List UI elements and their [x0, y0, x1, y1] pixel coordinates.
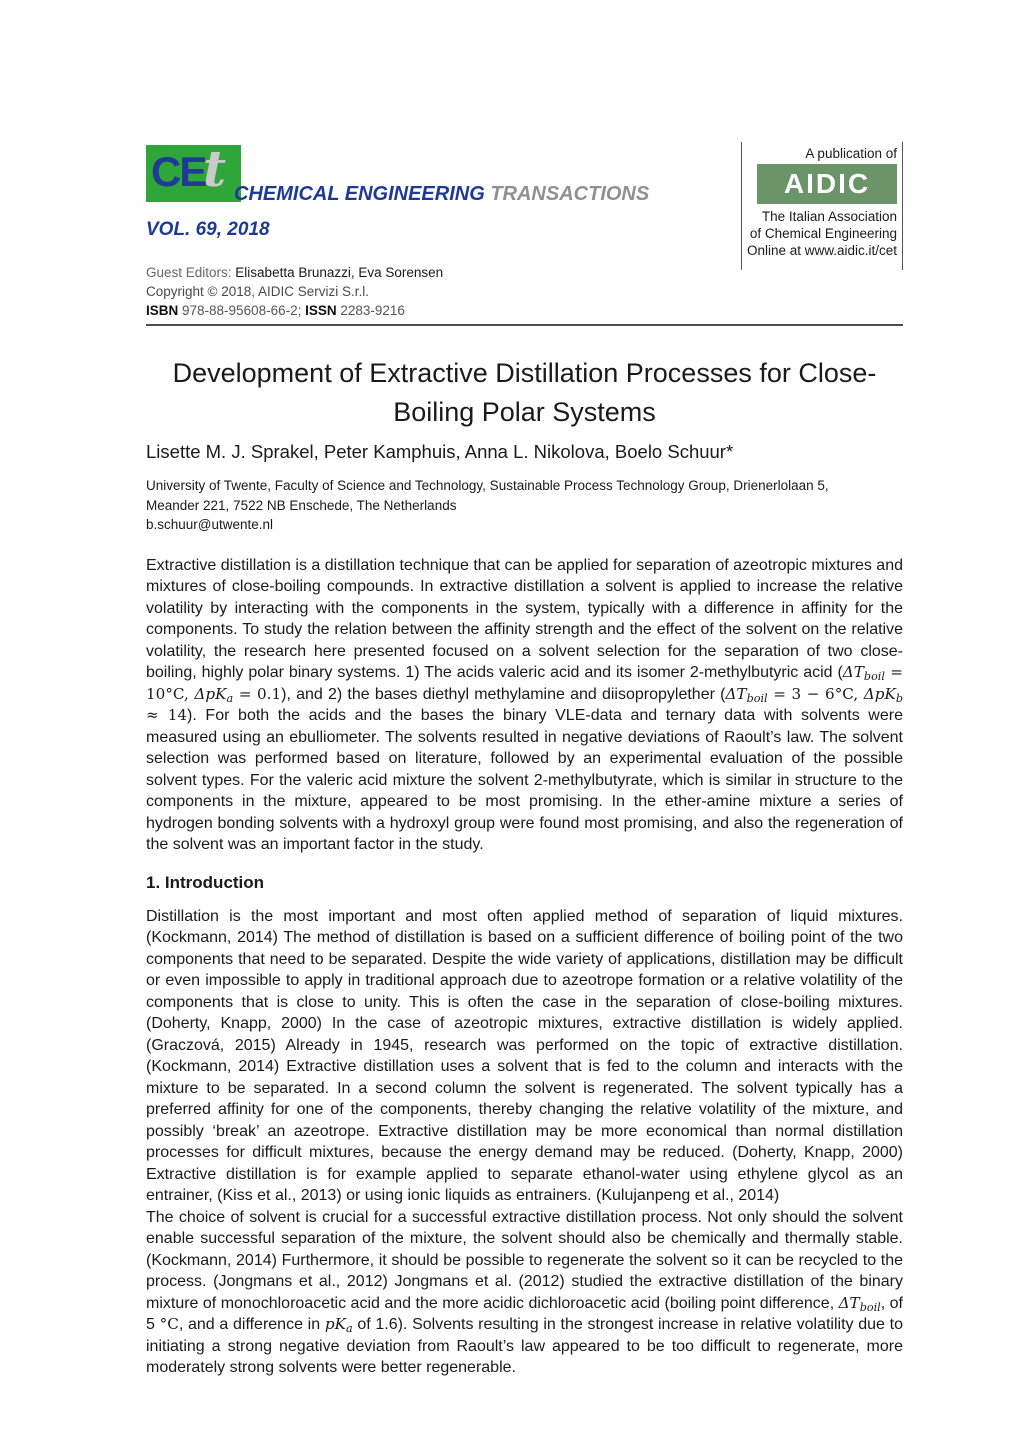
intro-paragraph-1: Distillation is the most important and most often applied method of separation of liquid mixtures. (Kockmann, 2014) The method of distillation is based on a sufficient difference of boiling point of the two components that need to be separated. Despite the wide variety of applications, distillation may be difficult or even impossible to apply in traditional approach due to azeotrope formation or a relative volatility of the components that is close to unity. This is often the case in the separation of close-boiling mixtures. (Doherty, Knapp, 2000) In the case of azeotropic mixtures, extractive distillation is widely applied. (Graczová, 2015) Already in 1945, research was performed on the topic of extractive distillation. (Kockmann, 2014) Extractive distillation uses a solvent that is fed to the column and interacts with the mixture to be separated. In a second column the solvent is regenerated. The solvent typically has a preferred affinity for one of the components, thereby changing the relative volatility of the mixture, and possibly ‘break’ an azeotrope. Extractive distillation may be more economical than normal distillation processes for difficult mixtures, because the energy demand may be reduced. (Doherty, Knapp, 2000) Extractive distillation is for example applied to separate ethanol-water using ethylene glycol as an entrainer, (Kiss et al., 2013) or using ionic liquids as entrainers. (Kulujanpeng et al., 2014): [146, 907, 903, 1204]
paper-title-line-2: Boiling Polar Systems: [393, 397, 656, 427]
affiliation-block: [146, 476, 903, 535]
association-online-url: Online at www.aidic.it/cet: [746, 243, 897, 258]
journal-title-main: CHEMICAL ENGINEERING: [234, 183, 485, 205]
guest-editors-label: Guest Editors:: [146, 265, 232, 280]
volume-line: VOL. 69, 2018: [146, 219, 270, 240]
header-divider: [146, 324, 903, 326]
aidic-logo: AIDIC: [757, 164, 897, 204]
journal-title-suffix: TRANSACTIONS: [490, 183, 650, 205]
copyright-line: Copyright © 2018, AIDIC Servizi S.r.l.: [146, 284, 370, 299]
cet-logo-t-text: t: [203, 139, 227, 198]
isbn-value: 978-88-95608-66-2;: [178, 303, 306, 318]
association-line-2: of Chemical Engineering: [749, 226, 897, 241]
cet-logo-ce-text: CE: [151, 148, 206, 195]
corresponding-email: b.schuur@utwente.nl: [146, 517, 274, 532]
issn-value: 2283-9216: [336, 303, 405, 318]
paper-title-line-1: Development of Extractive Distillation Processes for Close-: [172, 358, 877, 388]
authors-line: Lisette M. J. Sprakel, Peter Kamphuis, Anna L. Nikolova, Boelo Schuur*: [146, 441, 734, 462]
page-content: [146, 139, 904, 1379]
paper-title: [146, 354, 903, 432]
publication-box: [741, 142, 903, 270]
journal-title: [234, 183, 649, 206]
publication-tagline: A publication of: [805, 146, 897, 161]
isbn-issn-line: [146, 301, 903, 320]
affiliation-line-2: Meander 221, 7522 NB Enschede, The Netherlands: [146, 497, 457, 513]
isbn-label: ISBN: [146, 303, 179, 318]
association-line-1: The Italian Association: [761, 209, 897, 224]
guest-editors-names: Elisabetta Brunazzi, Eva Sorensen: [231, 265, 444, 280]
issn-label: ISSN: [305, 303, 337, 318]
cet-logo: [146, 139, 241, 202]
abstract-paragraph: Extractive distillation is a distillation technique that can be applied for separation of azeotropic mixtures and mixtures of close-boiling compounds. In extractive distillation a solvent is applied to increase the relative volatility by interacting with the components in the system, typically with a difference in affinity for the components. To study the relation between the affinity strength and the effect of the solvent on the relative volatility, the research here presented focused on a solvent selection for the separation of two close-boiling, highly polar binary systems. 1) The acids valeric acid and its isomer 2-methylbutyric acid ($\Delta T_{boil} = 10^\circ C$, ΔpK$_a$ = 0.1), and 2) the bases diethyl methylamine and diisopropylether ($\Delta T_{boil} = 3 - 6^\circ C$, ΔpK$_b$ ≈ 14). For both the acids and the bases the binary VLE-data and ternary data with solvents were measured using an ebulliometer. The solvents resulted in negative deviations of Raoult’s law. The solvent selection was performed based on literature, followed by an experimental evaluation of the possible solvent types. For the valeric acid mixture the solvent 2-methylbutyrate, which is similar in structure to the components in the mixture, appeared to be most promising. In the ether-amine mixture a series of hydrogen bonding solvents with a hydroxyl group were found most promising, and also the regeneration of the solvent was an important factor in the study.: [146, 556, 903, 853]
intro-paragraph-2: The choice of solvent is crucial for a successful extractive distillation process. Not only should the solvent enable successful separation of the mixture, the solvent should also be chemically and thermally stable. (Kockmann, 2014) Furthermore, it should be possible to regenerate the solvent so it can be recycled to the process. (Jongmans et al., 2012) Jongmans et al. (2012) studied the extractive distillation of the binary mixture of monochloroacetic acid and the more acidic dichloroacetic acid (boiling point difference, $\Delta T_{boil}$, of 5 °C, and a difference in $pK_a$ of 1.6). Solvents resulting in the strongest increase in relative volatility due to initiating a strong negative deviation from Raoult’s law appeared to be too difficult to regenerate, more moderately strong solvents were better regenerable.: [146, 1208, 904, 1376]
section-heading-introduction: 1. Introduction: [146, 872, 265, 892]
editors-block: [146, 263, 903, 320]
journal-masthead: [146, 139, 903, 263]
affiliation-line-1: University of Twente, Faculty of Science and Technology, Sustainable Process Technology Group, Drienerlolaan 5,: [146, 478, 829, 493]
